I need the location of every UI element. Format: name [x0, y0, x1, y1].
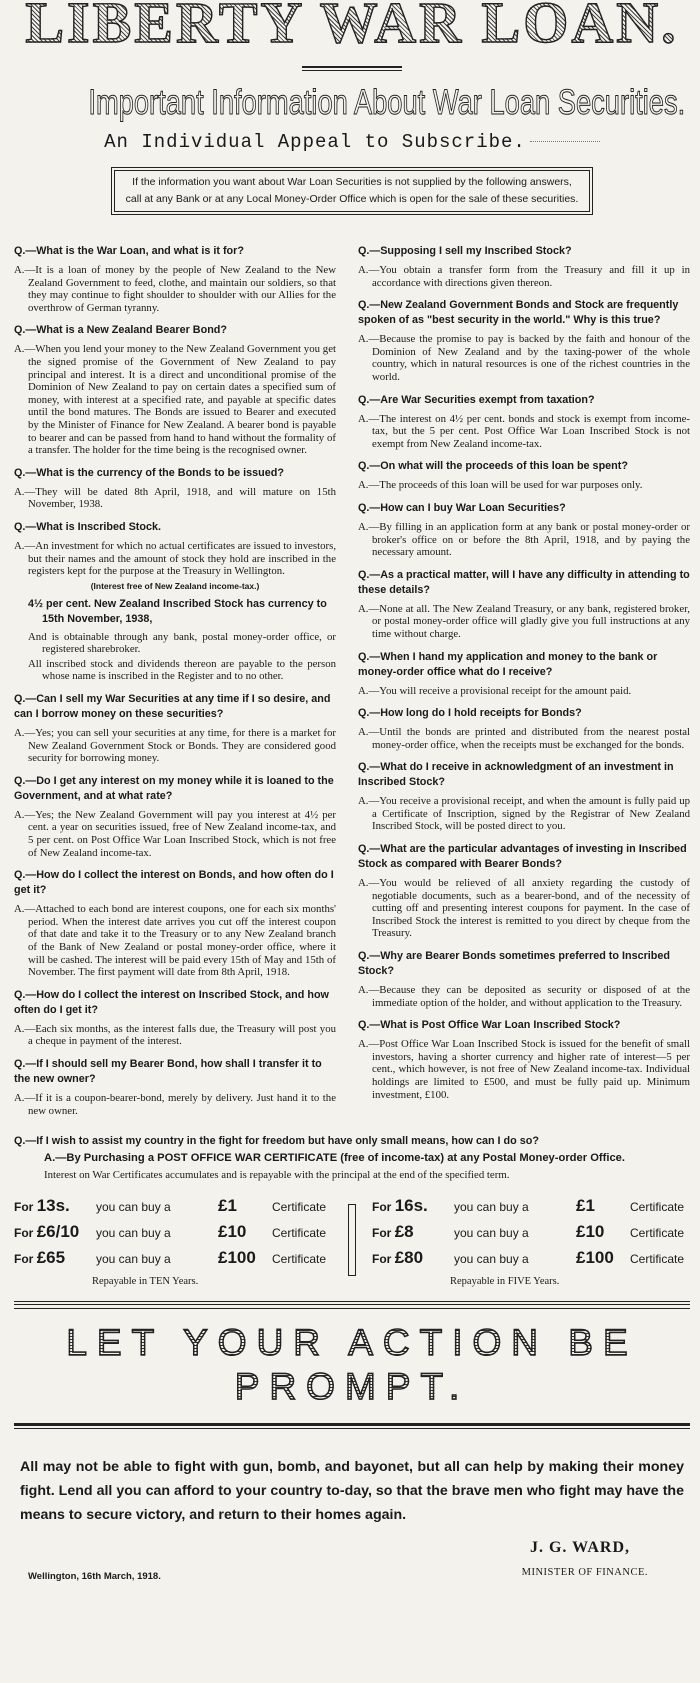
question: Q.—Supposing I sell my Inscribed Stock?: [358, 245, 572, 257]
question: Q.—What is the currency of the Bonds to be issued?: [14, 466, 284, 479]
face-value: £1: [576, 1196, 595, 1216]
certificate-label: Certificate: [630, 1226, 685, 1241]
buy-text: you can buy a: [96, 1200, 171, 1215]
section-rule: [14, 1423, 690, 1429]
question: Q.—How do I collect the interest on Inscribed Stock, and how often do I get it?: [14, 988, 329, 1016]
question: Q.—When I hand my application and money to the bank or money-order office what do I receive?: [358, 650, 658, 678]
question: Q.—New Zealand Government Bonds and Stock are frequently spoken of as "best security in the world." Why is this true?: [358, 299, 679, 327]
section-rule: [14, 1301, 690, 1309]
question: Q.—What is the War Loan, and what is it for?: [14, 245, 244, 257]
buy-text: you can buy a: [96, 1252, 171, 1267]
repayable-term: Repayable in FIVE Years.: [450, 1276, 560, 1288]
answer: A.—Because the promise to pay is backed by the faith and honour of the Dominion of New Zealand and by the taxing-power of the whole country, which in natural resources is one of the richest countries in the world.: [358, 333, 690, 383]
certificate-label: Certificate: [272, 1226, 327, 1241]
buy-text: you can buy a: [96, 1226, 171, 1241]
answer: A.—Because they can be deposited as security or disposed of at the immediate option of the holder, and without application to the Treasury.: [358, 984, 690, 1009]
signature-block: [14, 1527, 690, 1617]
final-answer: A.—By Purchasing a POST OFFICE WAR CERTIFICATE (free of income-tax) at any Postal Money-order Office.: [44, 1152, 626, 1165]
stock-paragraph: All inscribed stock and dividends thereon are payable to the person whose name is inscribed in the Register and to no other.: [28, 657, 336, 683]
certificate-row: For £80 you can buy a £100 Certificate: [372, 1248, 685, 1268]
final-note: Interest on War Certificates accumulates and is repayable with the principal at the end of the specified term.: [44, 1169, 510, 1182]
price: 13s.: [36, 1196, 70, 1216]
price: £65: [36, 1248, 66, 1268]
prompt-banner: LET YOUR ACTION BE PROMPT.: [14, 1321, 690, 1409]
question: Q.—If I should sell my Bearer Bond, how shall I transfer it to the new owner?: [14, 1057, 322, 1085]
answer: A.—None at all. The New Zealand Treasury, or any bank, registered broker, or postal money-order office will gladly give you full instructions at any time without charge.: [358, 602, 690, 640]
face-value: £100: [218, 1248, 256, 1268]
stock-paragraph: And is obtainable through any bank, postal money-order office, or registered sharebroker.: [28, 630, 336, 656]
question: Q.—What do I receive in acknowledgment of an investment in Inscribed Stock?: [358, 761, 674, 789]
question: Q.—Can I sell my War Securities at any time if I so desire, and can I borrow money on these securities?: [14, 693, 331, 721]
question: Q.—Are War Securities exempt from taxation?: [358, 393, 595, 406]
answer: A.—When you lend your money to the New Zealand Government you get the signed promise of the Government of New Zealand to pay principal and interest. It is a direct and unconditional promise of the Dominion of New Zealand to pay on certain dates a specified sum of money, with interest at a specified rate, and payable at specific dates until the bond matures. The Bonds are issued to Bearer and executed by the Minister of Finance for New Zealand. A bearer bond is payable to bearer and can be passed from hand to hand without the formality of a transfer. The holder for the time being is the recognised owner.: [14, 343, 336, 457]
answer: A.—If it is a coupon-bearer-bond, merely by delivery. Just hand it to the new owner.: [14, 1091, 336, 1117]
appeal-text: An Individual Appeal to Subscribe.: [104, 131, 526, 153]
question: Q.—What is Post Office War Loan Inscribed Stock?: [358, 1019, 621, 1032]
answer: A.—The interest on 4½ per cent. bonds and stock is exempt from income-tax, but the 5 per cent. Post Office War Loan Inscribed Stock is not exempt from New Zealand income-tax.: [358, 412, 690, 450]
price: £6/10: [36, 1222, 80, 1242]
closing-appeal: All may not be able to fight with gun, bomb, and bayonet, but all can help by making their money fight. Lend all you can afford to your country to-day, so that the brave men who fight may have the means to secure victory, and return to their homes again.: [20, 1459, 684, 1524]
subheading: Important Information About War Loan Securities.: [88, 83, 686, 122]
question: Q.—How do I collect the interest on Bonds, and how often do I get it?: [14, 869, 334, 897]
answer: A.—You will receive a provisional receipt for the amount paid.: [358, 684, 632, 697]
signatory-name: J. G. WARD,: [529, 1539, 630, 1557]
face-value: £1: [218, 1196, 237, 1216]
answer: A.—By filling in an application form at any bank or postal money-order or broker's office on or before the 8th April, 1918, and by paying the necessary amount.: [358, 520, 690, 559]
question: Q.—How can I buy War Loan Securities?: [358, 501, 566, 514]
answer: A.—It is a loan of money by the people of New Zealand to the New Zealand Government to feed, clothe, and maintain our soldiers, so that they may continue to fight shoulder to shoulder with our Allies for the overthrow of German tyranny.: [14, 264, 336, 314]
buy-text: you can buy a: [454, 1252, 529, 1267]
answer: A.—They will be dated 8th April, 1918, and will mature on 15th November, 1938.: [14, 485, 336, 511]
notice-line-2: call at any Bank or at any Local Money-Order Office which is open for the sale of these securities.: [125, 193, 579, 205]
answer: A.—You obtain a transfer form from the Treasury and fill it up in accordance with directions given thereon.: [358, 264, 690, 289]
certificate-label: Certificate: [272, 1200, 327, 1215]
face-value: £100: [576, 1248, 614, 1268]
certificate-label: Certificate: [630, 1252, 685, 1267]
certificate-label: Certificate: [272, 1252, 327, 1267]
question: Q.—On what will the proceeds of this loan be spent?: [358, 460, 628, 473]
answer: A.—Attached to each bond are interest coupons, one for each six months' period. When the interest date arrives you cut off the interest coupon of that date and take it to the Treasury or to any New Zealand branch of the Bank of New Zealand or postal money-order office, where it will be cashed. The interest will be paid every 15th of May and 15th of November. The first payment will date from 8th April, 1918.: [14, 903, 336, 979]
price: £80: [394, 1248, 424, 1268]
face-value: £10: [218, 1222, 247, 1242]
certificate-table: [14, 1196, 690, 1287]
final-question: Q.—If I wish to assist my country in the fight for freedom but have only small means, how can I do so?: [14, 1135, 539, 1148]
dateline: Wellington, 16th March, 1918.: [28, 1571, 161, 1583]
column-divider: [348, 1204, 356, 1276]
question: Q.—How long do I hold receipts for Bonds?: [358, 707, 582, 720]
certificate-label: Certificate: [630, 1200, 685, 1215]
appeal-heading: [14, 131, 690, 153]
notice-box: [111, 167, 593, 215]
ornamental-rule: [302, 66, 402, 71]
answer: A.—An investment for which no actual certificates are issued to investors, but their names and the amount of stock they hold are inscribed in the registers kept for the purpose at the Treasury in Wellington.: [14, 539, 337, 578]
answer: A.—Until the bonds are printed and distributed from the nearest postal money-order office, when the receipts must be exchanged for the bonds.: [358, 726, 690, 751]
qa-columns: [14, 235, 690, 1120]
repayable-term: Repayable in TEN Years.: [92, 1276, 199, 1288]
question: Q.—What is Inscribed Stock.: [14, 520, 161, 533]
answer: A.—You would be relieved of all anxiety regarding the custody of negotiable documents, such as a bearer-bond, and of the necessity of cutting off and presenting interest coupons for payment. In the case of Inscribed Stock the interest is remitted to you direct by cheque from the Treasury.: [358, 877, 690, 940]
answer: A.—You receive a provisional receipt, and when the amount is fully paid up a Certificate of Inscription, signed by the Registrar of New Zealand Inscribed Stock, will be posted direct to you.: [358, 795, 690, 833]
buy-text: you can buy a: [454, 1200, 529, 1215]
right-column: [358, 235, 690, 1120]
certificates-five-year: [372, 1196, 690, 1287]
answer: A.—Yes; the New Zealand Government will pay you interest at 4½ per cent. a year on securities issued, free of New Zealand income-tax, and 5 per cent. on Post Office War Loan Inscribed Stock, which is not free of New Zealand income-tax.: [14, 808, 336, 859]
certificate-row: For 16s. you can buy a £1 Certificate: [372, 1196, 685, 1216]
question: Q.—Do I get any interest on my money while it is loaned to the Government, and at what rate?: [14, 774, 334, 802]
buy-text: you can buy a: [454, 1226, 529, 1241]
notice-line-1: If the information you want about War Loan Securities is not supplied by the following answers,: [132, 176, 572, 188]
answer: A.—Post Office War Loan Inscribed Stock is issued for the benefit of small investors, having a shorter currency and higher rate of interest—5 per cent., which however, is not free of New Zealand income-tax. Individual holdings are limited to £500, and must be fully paid up. Minimum investment, £100.: [358, 1038, 690, 1101]
masthead-title: LIBERTY WAR LOAN.: [14, 0, 690, 52]
certificates-ten-year: [14, 1196, 332, 1287]
face-value: £10: [576, 1222, 605, 1242]
answer: A.—Each six months, as the interest falls due, the Treasury will post you a cheque in payment of the interest.: [14, 1022, 336, 1048]
stock-note: (Interest free of New Zealand income-tax.): [90, 580, 260, 591]
signatory-title: MINISTER OF FINANCE.: [521, 1567, 648, 1579]
price: 16s.: [394, 1196, 428, 1216]
stock-currency: 4½ per cent. New Zealand Inscribed Stock has currency to 15th November, 1938,: [28, 597, 327, 625]
question: Q.—What is a New Zealand Bearer Bond?: [14, 324, 227, 337]
certificate-row: For £65 you can buy a £100 Certificate: [14, 1248, 327, 1268]
price: £8: [394, 1222, 414, 1242]
left-column: [14, 235, 336, 1120]
question: Q.—As a practical matter, will I have any difficulty in attending to these details?: [358, 568, 690, 596]
question: Q.—What are the particular advantages of investing in Inscribed Stock as compared with Bearer Bonds?: [358, 843, 687, 871]
certificate-row: For £8 you can buy a £10 Certificate: [372, 1222, 685, 1242]
question: Q.—Why are Bearer Bonds sometimes preferred to Inscribed Stock?: [358, 950, 671, 978]
certificate-row: For 13s. you can buy a £1 Certificate: [14, 1196, 327, 1216]
answer: A.—Yes; you can sell your securities at any time, for there is a market for New Zealand Government Stock or Bonds. They are considered good security for borrowing money.: [14, 727, 336, 765]
answer: A.—The proceeds of this loan will be used for war purposes only.: [358, 479, 643, 492]
certificate-row: For £6/10 you can buy a £10 Certificate: [14, 1222, 327, 1242]
